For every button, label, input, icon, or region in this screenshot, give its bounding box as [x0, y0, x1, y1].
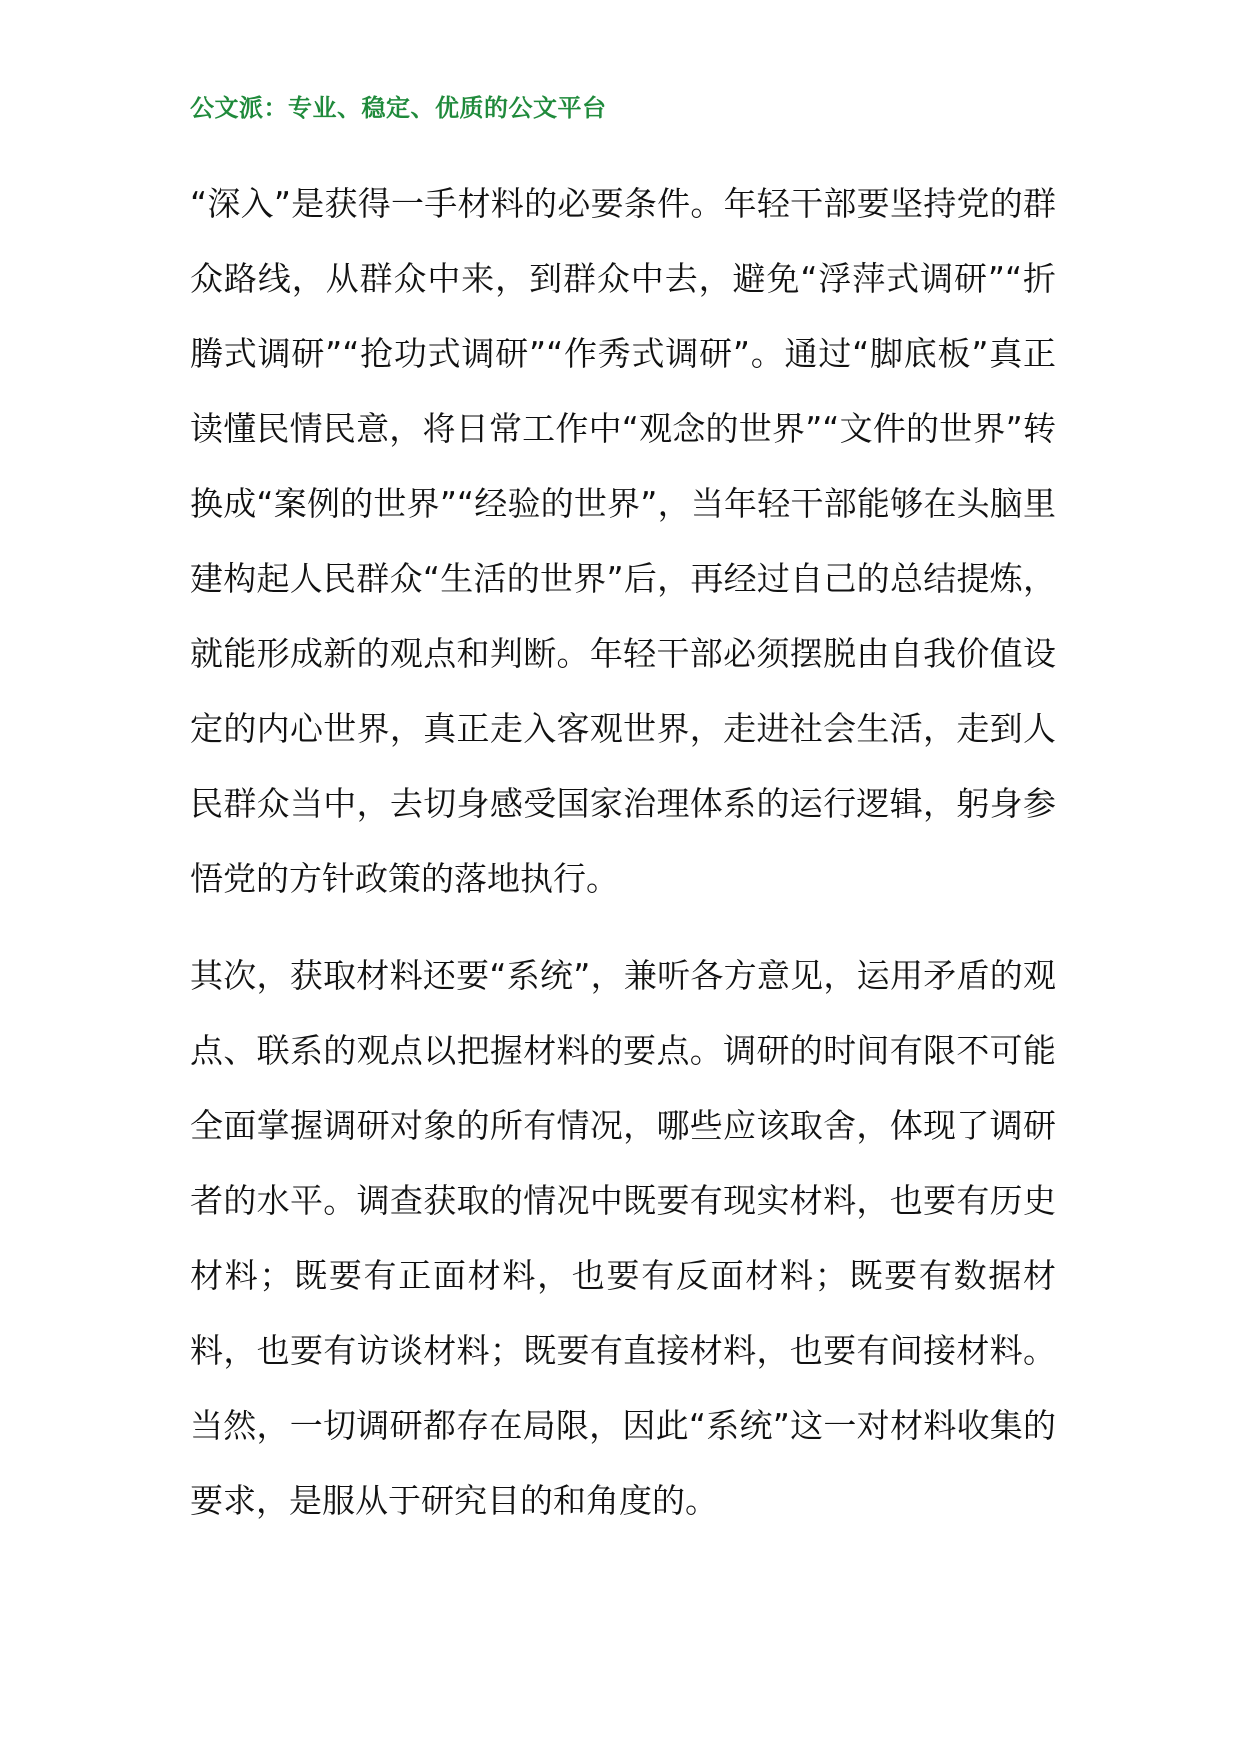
- document-body: [190, 166, 1056, 1538]
- document-header: 公文派：专业、稳定、优质的公文平台: [190, 93, 607, 122]
- body-paragraph: “深入”是获得一手材料的必要条件。年轻干部要坚持党的群众路线，从群众中来，到群众中去，避免“浮萍式调研”“折腾式调研”“抢功式调研”“作秀式调研”。通过“脚底板”真正读懂民情民意，将日常工作中“观念的世界”“文件的世界”转换成“案例的世界”“经验的世界”，当年轻干部能够在头脑里建构起人民群众“生活的世界”后，再经过自己的总结提炼，就能形成新的观点和判断。年轻干部必须摆脱由自我价值设定的内心世界，真正走入客观世界，走进社会生活，走到人民群众当中，去切身感受国家治理体系的运行逻辑，躬身参悟党的方针政策的落地执行。: [190, 184, 1056, 898]
- body-paragraph: 其次，获取材料还要“系统”，兼听各方意见，运用矛盾的观点、联系的观点以把握材料的要点。调研的时间有限不可能全面掌握调研对象的所有情况，哪些应该取舍，体现了调研者的水平。调查获取的情况中既要有现实材料，也要有历史材料；既要有正面材料，也要有反面材料；既要有数据材料，也要有访谈材料；既要有直接材料，也要有间接材料。当然，一切调研都存在局限，因此“系统”这一对材料收集的要求，是服从于研究目的和角度的。: [190, 956, 1056, 1520]
